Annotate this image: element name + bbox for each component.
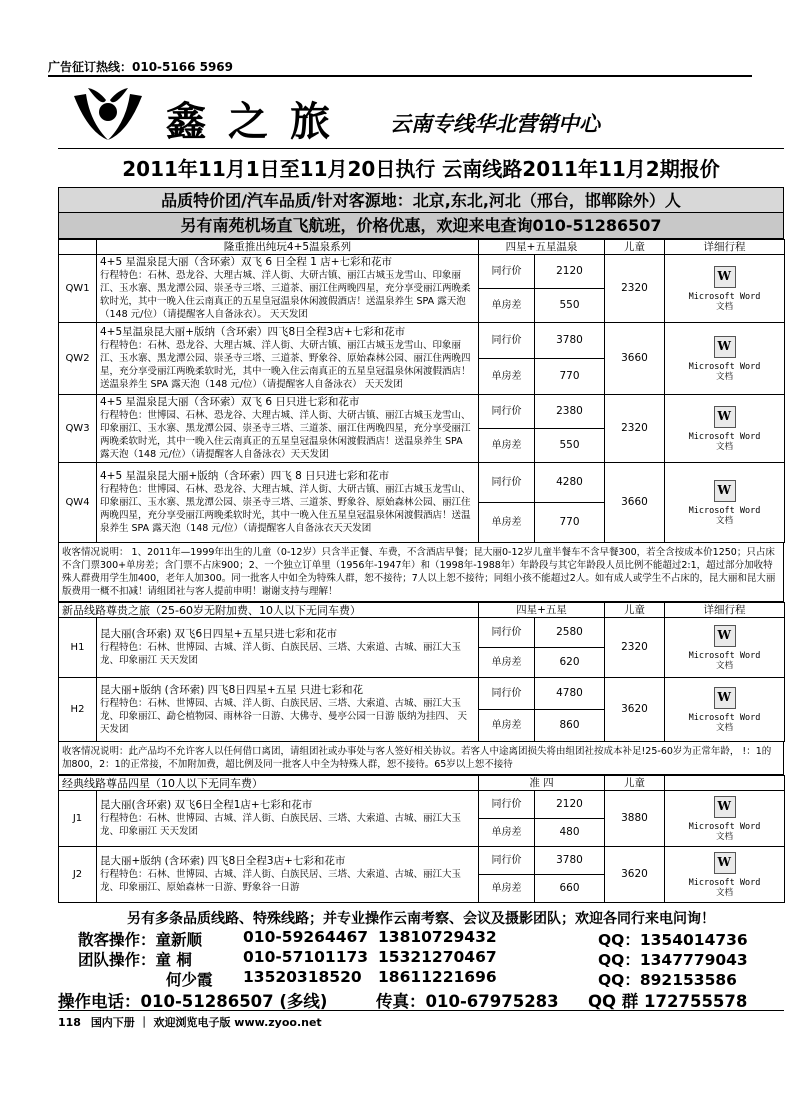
footer-text: 国内下册 ｜ 欢迎浏览电子版 www.zyoo.net bbox=[90, 1016, 322, 1029]
word-doc-link[interactable]: W Microsoft Word 文档 bbox=[665, 463, 785, 543]
section2-title: 新品线路尊贵之旅（25-60岁无附加费、10人以下无同车费） bbox=[59, 603, 479, 618]
price-value: 4280 bbox=[535, 463, 605, 503]
route-desc bbox=[97, 323, 479, 395]
route-desc bbox=[97, 463, 479, 543]
word-doc-icon[interactable]: W bbox=[714, 625, 736, 647]
route-title: 4+5 星温泉昆大丽（含环索）双飞 6 日全程 1 店+七彩和花市 bbox=[100, 256, 393, 268]
route-body: 行程特色：石林、世博园、古城、洋人街、白族民居、三塔、大索道、古城、丽江大玉龙、印象丽江、勐仑植物园、雨林谷一日游、大佛寺、曼亭公园一日游 版纳为挂四、 天天发团 bbox=[100, 697, 468, 735]
single-room-label: 单房差 bbox=[479, 648, 535, 678]
logo-area bbox=[58, 80, 758, 150]
word-doc-link[interactable]: W Microsoft Word 文档 bbox=[665, 791, 785, 847]
table-row bbox=[59, 618, 785, 648]
route-title: 4+5星温泉昆大丽+版纳（含环索）四飞8日全程3店+七彩和花市 bbox=[100, 326, 406, 338]
price-label: 同行价 bbox=[479, 847, 535, 875]
table-row bbox=[59, 791, 785, 819]
word-doc-link[interactable]: W Microsoft Word 文档 bbox=[665, 678, 785, 742]
price-value: 2120 bbox=[535, 791, 605, 819]
route-body: 行程特色：世博园、石林、恐龙谷、大理古城、洋人街、大研古镇、丽江古城玉龙雪山、印象丽江、玉水寨、黑龙潭公园、崇圣寺三塔、三道茶、丽江住两晚四星，充分享受丽江两晚柔软时光，其中一晚入住云南真正的五星皇冠温泉休闲渡假酒店！送温泉养生 SPA 露天泡（148 元/位）（请提醒客人自备泳衣）天天发团 bbox=[100, 410, 471, 460]
route-desc bbox=[97, 618, 479, 678]
contact-tel: 010-59264467 bbox=[243, 928, 369, 946]
table-row bbox=[59, 847, 785, 875]
price-sheet bbox=[58, 148, 784, 903]
route-title: 4+5 星温泉昆大丽+版纳（含环索）四飞 8 日只进七彩和花市 bbox=[100, 470, 390, 482]
word-doc-link[interactable]: W Microsoft Word 文档 bbox=[665, 323, 785, 395]
route-code: J1 bbox=[59, 791, 97, 847]
route-code: H2 bbox=[59, 678, 97, 742]
ad-hotline: 广告征订热线：010-5166 5969 bbox=[48, 60, 234, 74]
route-title: 昆大丽(含环索) 双飞6日全程1店+七彩和花市 bbox=[100, 799, 313, 811]
section3-title: 经典线路尊品四星（10人以下无同车费） bbox=[59, 776, 479, 791]
child-price: 2320 bbox=[605, 255, 665, 323]
route-body: 行程特色：石林、世博园、古城、洋人街、白族民居、三塔、大索道、古城、丽江大玉龙、印象丽江、原始森林一日游、野象谷一日游 bbox=[100, 869, 462, 893]
section2-col-detail: 详细行程 bbox=[665, 603, 785, 618]
route-code: H1 bbox=[59, 618, 97, 678]
single-room-label: 单房差 bbox=[479, 875, 535, 903]
route-code: QW1 bbox=[59, 255, 97, 323]
route-title: 昆大丽+版纳 (含环索) 四飞8日全程3店+七彩和花市 bbox=[100, 855, 346, 867]
section1-col-hotel: 四星+五星温泉 bbox=[479, 240, 605, 255]
route-code: QW2 bbox=[59, 323, 97, 395]
route-desc bbox=[97, 255, 479, 323]
child-price: 3620 bbox=[605, 678, 665, 742]
word-doc-icon[interactable]: W bbox=[714, 266, 736, 288]
contact-qq: QQ：1347779043 bbox=[598, 951, 748, 969]
contact-tel: 13520318520 bbox=[243, 968, 362, 986]
contact-qq: QQ：892153586 bbox=[598, 971, 737, 989]
single-room-value: 770 bbox=[535, 503, 605, 543]
word-doc-icon[interactable]: W bbox=[714, 687, 736, 709]
section3-header bbox=[59, 776, 785, 791]
price-value: 4780 bbox=[535, 678, 605, 710]
child-price: 2320 bbox=[605, 618, 665, 678]
price-label: 同行价 bbox=[479, 463, 535, 503]
single-room-label: 单房差 bbox=[479, 710, 535, 742]
single-room-label: 单房差 bbox=[479, 819, 535, 847]
route-title: 4+5 星温泉昆大丽（含环索）双飞 6 日只进七彩和花市 bbox=[100, 396, 360, 408]
brand-subtitle: 云南专线华北营销中心 bbox=[390, 112, 600, 136]
word-doc-icon[interactable]: W bbox=[714, 336, 736, 358]
section1-header bbox=[59, 240, 785, 255]
page-number: 118 bbox=[58, 1016, 81, 1029]
top-rule bbox=[48, 75, 752, 77]
target-band: 品质特价团/汽车品质/针对客源地：北京,东北,河北（邢台，邯郸除外）人 bbox=[58, 187, 784, 213]
contact-row bbox=[58, 928, 784, 948]
contact-mobile: 18611221696 bbox=[378, 968, 497, 986]
child-price: 3620 bbox=[605, 847, 665, 903]
price-label: 同行价 bbox=[479, 791, 535, 819]
word-doc-icon[interactable]: W bbox=[714, 796, 736, 818]
price-value: 2120 bbox=[535, 255, 605, 289]
single-room-label: 单房差 bbox=[479, 429, 535, 463]
contact-mobile: 15321270467 bbox=[378, 948, 497, 966]
route-title: 昆大丽+版纳 (含环索) 四飞8日四星+五星 只进七彩和花 bbox=[100, 683, 363, 696]
word-doc-icon[interactable]: W bbox=[714, 406, 736, 428]
single-room-value: 660 bbox=[535, 875, 605, 903]
price-label: 同行价 bbox=[479, 255, 535, 289]
qq-group: QQ 群 172755578 bbox=[588, 992, 748, 1011]
page-footer bbox=[58, 1010, 784, 1030]
child-price: 3880 bbox=[605, 791, 665, 847]
contact-mobile: 13810729432 bbox=[378, 928, 497, 946]
route-body: 行程特色：石林、世博园、古城、洋人街、白族民居、三塔、大索道、古城、丽江大玉龙、印象丽江 天天发团 bbox=[100, 642, 462, 666]
section1-col-child: 儿童 bbox=[605, 240, 665, 255]
op-phone: 操作电话：010-51286507 (多线) bbox=[58, 992, 328, 1011]
child-price: 3660 bbox=[605, 463, 665, 543]
word-doc-link[interactable]: W Microsoft Word 文档 bbox=[665, 395, 785, 463]
route-desc bbox=[97, 847, 479, 903]
contact-row bbox=[58, 948, 784, 968]
table-row bbox=[59, 395, 785, 429]
route-body: 行程特色：世博园、石林、恐龙谷、大理古城、洋人街、大研古镇、丽江古城玉龙雪山、印象丽江、玉水寨、黑龙潭公园、崇圣寺三塔、三道茶、野象谷、原始森林公园、丽江住两晚四星，充分享受丽江两晚柔软时光，其中一晚入住五星皇冠温泉休闲渡假酒店！送温泉养生 SPA 露天泡（148 元/位）（请提醒客人自备泳衣天天发团 bbox=[100, 484, 471, 534]
route-title: 昆大丽(含环索) 双飞6日四星+五星只进七彩和花市 bbox=[100, 628, 338, 640]
table-row bbox=[59, 463, 785, 503]
brand-name: 鑫之旅 bbox=[166, 98, 352, 145]
contact-footer bbox=[58, 908, 784, 1011]
section2-table bbox=[58, 602, 785, 742]
route-body: 行程特色：石林、恐龙谷、大理古城、洋人街、大研古镇、丽江古城玉龙雪山、印象丽江、玉水寨、黑龙潭公园、崇圣寺三塔、三道茶、丽江住两晚四星，充分享受丽江两晚柔软时光，其中一晚入住云南真正的五星皇冠温泉休闲渡假酒店！送温泉养生 SPA 露天泡（148 元/位）（请提醒客人自备泳衣）。 天天发团 bbox=[100, 270, 471, 320]
price-label: 同行价 bbox=[479, 618, 535, 648]
footer-slogan: 另有多条品质线路、特殊线路；并专业操作云南考察、会议及摄影团队；欢迎各同行来电问询！ bbox=[127, 911, 715, 927]
route-desc bbox=[97, 791, 479, 847]
word-doc-link[interactable]: W Microsoft Word 文档 bbox=[665, 847, 785, 903]
price-value: 2380 bbox=[535, 395, 605, 429]
price-label: 同行价 bbox=[479, 323, 535, 359]
child-price: 2320 bbox=[605, 395, 665, 463]
route-body: 行程特色：石林、世博园、古城、洋人街、白族民居、三塔、大索道、古城、丽江大玉龙、印象丽江 天天发团 bbox=[100, 813, 462, 837]
table-row bbox=[59, 255, 785, 289]
route-desc bbox=[97, 395, 479, 463]
table-row bbox=[59, 678, 785, 710]
word-doc-link[interactable]: W Microsoft Word 文档 bbox=[665, 255, 785, 323]
contact-row bbox=[58, 968, 784, 988]
section1-col-detail: 详细行程 bbox=[665, 240, 785, 255]
contact-row bbox=[58, 988, 784, 1011]
child-price: 3660 bbox=[605, 323, 665, 395]
route-body: 行程特色：石林、恐龙谷、大理古城、洋人街、大研古镇、丽江古城玉龙雪山、印象丽江、玉水寨、黑龙潭公园、崇圣寺三塔、三道茶、野象谷、原始森林公园、丽江住两晚四星，充分享受丽江两晚柔软时光，其中一晚入住云南真正的五星皇冠温泉休闲渡假酒店！送温泉养生 SPA 露天泡（148 元/位）（请提醒客人自备泳衣） 天天发团 bbox=[100, 340, 471, 390]
hands-logo-icon bbox=[68, 82, 148, 146]
single-room-label: 单房差 bbox=[479, 503, 535, 543]
price-value: 3780 bbox=[535, 323, 605, 359]
fax: 传真：010-67975283 bbox=[376, 992, 559, 1011]
single-room-value: 770 bbox=[535, 359, 605, 395]
single-room-value: 480 bbox=[535, 819, 605, 847]
price-label: 同行价 bbox=[479, 678, 535, 710]
word-doc-icon[interactable]: W bbox=[714, 852, 736, 874]
section2-note: 收客情况说明：此产品均不允许客人以任何借口离团，请组团社或办事处与客人签好相关协议。若客人中途离团损失将由组团社按成本补足!25-60岁为正常年龄， !：1的加800，2：1的正常接，不加附加费，超比例及同一批客人中全为特殊人群，恕不接待。65岁以上恕不接待 bbox=[58, 742, 784, 775]
route-code: QW4 bbox=[59, 463, 97, 543]
contact-label: 散客操作：童新顺 bbox=[78, 931, 203, 949]
contact-qq: QQ：1354014736 bbox=[598, 931, 748, 949]
route-code: QW3 bbox=[59, 395, 97, 463]
single-room-value: 620 bbox=[535, 648, 605, 678]
single-room-value: 550 bbox=[535, 289, 605, 323]
single-room-value: 860 bbox=[535, 710, 605, 742]
contact-tel: 010-57101173 bbox=[243, 948, 369, 966]
contact-label: 团队操作：童 桐 bbox=[78, 951, 192, 969]
route-desc bbox=[97, 678, 479, 742]
section3-table bbox=[58, 775, 785, 903]
section2-col-hotel: 四星+五星 bbox=[479, 603, 605, 618]
price-label: 同行价 bbox=[479, 395, 535, 429]
section2-col-child: 儿童 bbox=[605, 603, 665, 618]
section3-col-hotel: 准 四 bbox=[479, 776, 605, 791]
section3-col-child: 儿童 bbox=[605, 776, 665, 791]
contact-label: 何少霞 bbox=[166, 971, 213, 989]
word-doc-icon[interactable]: W bbox=[714, 480, 736, 502]
section1-table bbox=[58, 239, 785, 543]
page-title: 2011年11月1日至11月20日执行 云南线路2011年11月2期报价 bbox=[58, 148, 784, 187]
price-value: 3780 bbox=[535, 847, 605, 875]
section1-title: 隆重推出纯玩4+5温泉系列 bbox=[97, 240, 479, 255]
section1-note: 收客情况说明： 1、2011年—1999年出生的儿童（0-12岁）只含半正餐、车费，不含酒店早餐；昆大丽0-12岁儿童半餐车不含早餐300，若全含按成本价1250；只占床不含门票300+单房差；含门票不占床900；2、一个独立订单里（1956年-1947年）和（1998年-1988年）年龄段与其它年龄段人员比例不能超过2:1，超过部分加收特殊人群费用学生加400，老年人加300。同一批客人中如全为特殊人群，恕不接待；7人以上恕不接待；同组小孩不能超过2人。如有成人或学生不占床的，昆大丽和昆大丽版费用一概不扣减！请组团社与客人提前申明！谢谢支持与理解！ bbox=[58, 543, 784, 602]
flight-band: 另有南苑机场直飞航班，价格优惠，欢迎来电查询010-51286507 bbox=[58, 213, 784, 239]
single-room-label: 单房差 bbox=[479, 289, 535, 323]
price-value: 2580 bbox=[535, 618, 605, 648]
single-room-value: 550 bbox=[535, 429, 605, 463]
table-row bbox=[59, 323, 785, 359]
word-doc-link[interactable]: W Microsoft Word 文档 bbox=[665, 618, 785, 678]
section2-header bbox=[59, 603, 785, 618]
route-code: J2 bbox=[59, 847, 97, 903]
single-room-label: 单房差 bbox=[479, 359, 535, 395]
